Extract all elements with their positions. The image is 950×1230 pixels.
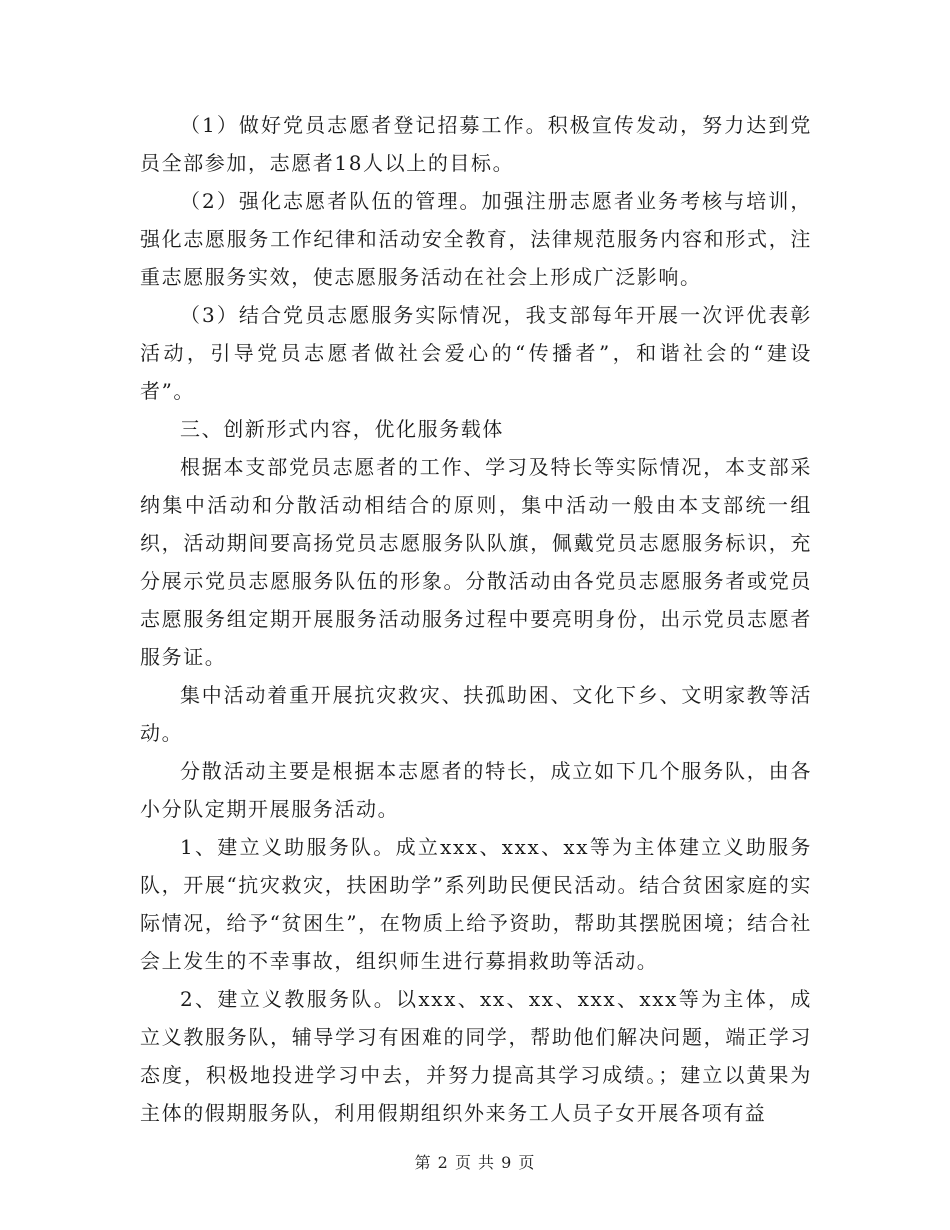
paragraph-item-2: （2）强化志愿者队伍的管理。加强注册志愿者业务考核与培训，强化志愿服务工作纪律和活动安全教育，法律规范服务内容和形式，注重志愿服务实效，使志愿服务活动在社会上形成广泛影响。 [140, 189, 812, 289]
document-body [140, 106, 812, 1132]
paragraph-item-8: 1、建立义助服务队。成立xxx、xxx、xx等为主体建立义助服务队，开展“抗灾救灾，扶困助学”系列助民便民活动。结合贫困家庭的实际情况，给予“贫困生”，在物质上给予资助，帮助其摆脱困境；结合社会上发生的不幸事故，组织师生进行募捐救助等活动。 [140, 835, 812, 973]
paragraph-item-1: （1）做好党员志愿者登记招募工作。积极宣传发动，努力达到党员全部参加，志愿者18人以上的目标。 [140, 113, 812, 175]
page-number-footer: 第 2 页 共 9 页 [414, 1153, 536, 1172]
paragraph-item-3: （3）结合党员志愿服务实际情况，我支部每年开展一次评优表彰活动，引导党员志愿者做社会爱心的“传播者”，和谐社会的“建设者”。 [140, 303, 812, 403]
paragraph-item-9: 2、建立义教服务队。以xxx、xx、xx、xxx、xxx等为主体，成立义教服务队，辅导学习有困难的同学，帮助他们解决问题，端正学习态度，积极地投进学习中去，并努力提高其学习成绩。；建立以黄果为主体的假期服务队，利用假期组织外来务工人员子女开展各项有益 [140, 987, 812, 1125]
paragraph-item-7: 分散活动主要是根据本志愿者的特长，成立如下几个服务队，由各小分队定期开展服务活动。 [140, 759, 812, 821]
paragraph-item-5: 根据本支部党员志愿者的工作、学习及特长等实际情况，本支部采纳集中活动和分散活动相结合的原则，集中活动一般由本支部统一组织，活动期间要高扬党员志愿服务队队旗，佩戴党员志愿服务标识，充分展示党员志愿服务队伍的形象。分散活动由各党员志愿服务者或党员志愿服务组定期开展服务活动服务过程中要亮明身份，出示党员志愿者服务证。 [140, 455, 812, 669]
paragraph-item-6: 集中活动着重开展抗灾救灾、扶孤助困、文化下乡、文明家教等活动。 [140, 683, 812, 745]
section-heading: 三、创新形式内容，优化服务载体 [180, 417, 504, 441]
